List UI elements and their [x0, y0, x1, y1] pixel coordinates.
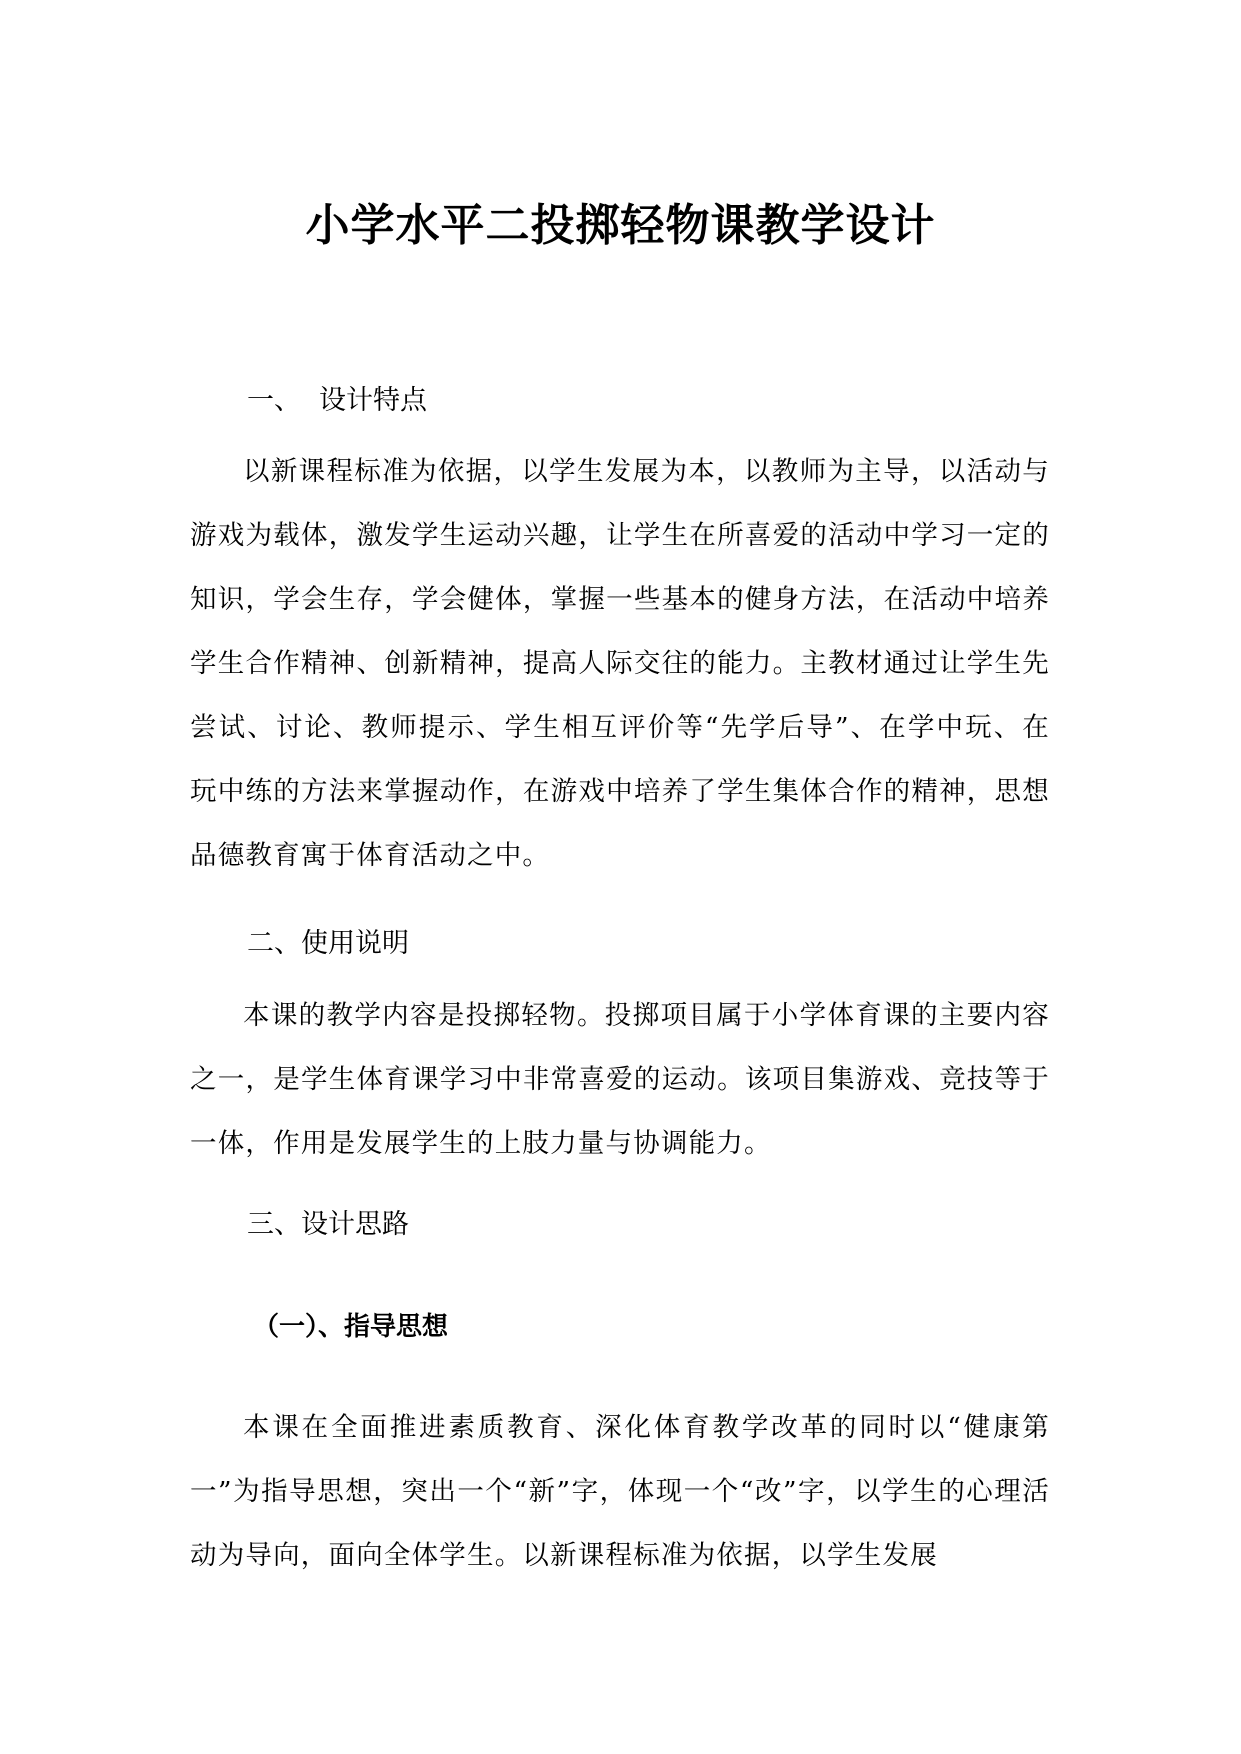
document-title: 小学水平二投掷轻物课教学设计	[305, 200, 936, 251]
section-heading-usage: 二、使用说明	[247, 928, 409, 959]
section-number: 一、	[247, 385, 301, 416]
subsection-heading-guiding-thought: （一）、指导思想	[253, 1312, 449, 1342]
section-paragraph-usage: 本课的教学内容是投掷轻物。投掷项目属于小学体育课的主要内容之一，是学生体育课学习中非常喜爱的运动。该项目集游戏、竞技等于一体，作用是发展学生的上肢力量与协调能力。	[190, 1000, 1050, 1159]
section-heading-design-ideas: 三、设计思路	[247, 1209, 409, 1240]
section-heading-design-features	[247, 381, 427, 421]
section-paragraph-design-features: 以新课程标准为依据，以学生发展为本，以教师为主导，以活动与游戏为载体，激发学生运动兴趣，让学生在所喜爱的活动中学习一定的知识，学会生存，学会健体，掌握一些基本的健身方法，在活动中培养学生合作精神、创新精神，提高人际交往的能力。主教材通过让学生先尝试、讨论、教师提示、学生相互评价等“先学后导”、在学中玩、在玩中练的方法来掌握动作，在游戏中培养了学生集体合作的精神，思想品德教育寓于体育活动之中。	[190, 456, 1050, 871]
subsection-paragraph-guiding-thought: 本课在全面推进素质教育、深化体育教学改革的同时以“健康第一”为指导思想，突出一个“新”字，体现一个“改”字，以学生的心理活动为导向，面向全体学生。以新课程标准为依据，以学生发展	[190, 1412, 1050, 1571]
section-title: 设计特点	[319, 385, 427, 416]
